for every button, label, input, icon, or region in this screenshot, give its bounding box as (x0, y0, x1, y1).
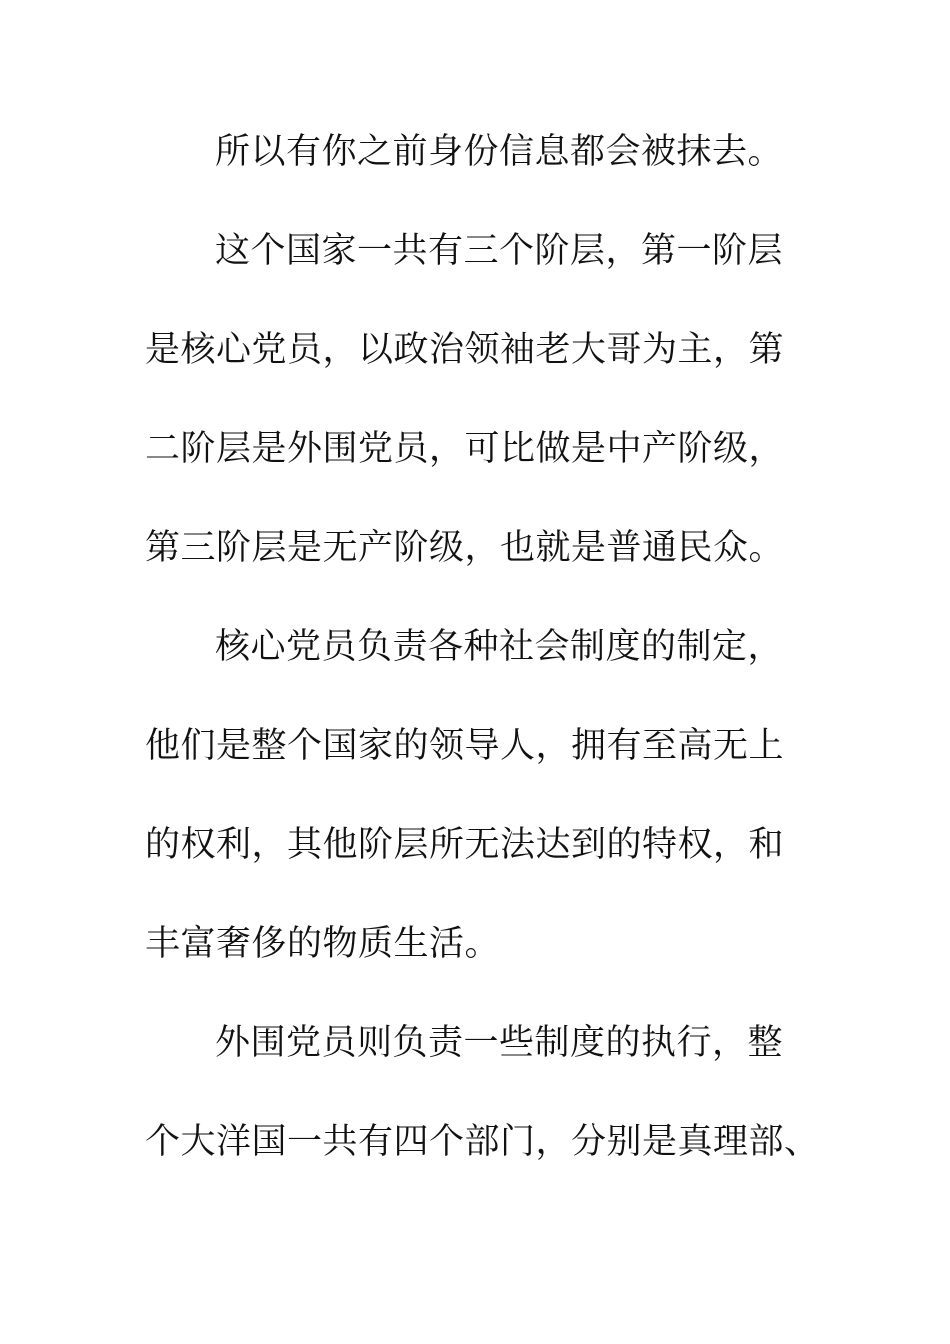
text-line-4: 二阶层是外围党员，可比做是中产阶级， (145, 429, 785, 469)
text-line-5: 第三阶层是无产阶级，也就是普通民众。 (145, 528, 785, 568)
text-line-9: 丰富奢侈的物质生活。 (145, 924, 501, 964)
text-line-11: 个大洋国一共有四个部门，分别是真理部、 (145, 1122, 820, 1162)
text-line-2: 这个国家一共有三个阶层，第一阶层 (215, 231, 784, 271)
text-line-3: 是核心党员，以政治领袖老大哥为主，第 (145, 330, 785, 370)
text-line-10: 外围党员则负责一些制度的执行，整 (215, 1023, 784, 1063)
text-line-7: 他们是整个国家的领导人，拥有至高无上 (145, 726, 785, 766)
text-line-1: 所以有你之前身份信息都会被抹去。 (215, 132, 784, 172)
text-line-8: 的权利，其他阶层所无法达到的特权，和 (145, 825, 785, 865)
text-line-6: 核心党员负责各种社会制度的制定， (215, 627, 784, 667)
